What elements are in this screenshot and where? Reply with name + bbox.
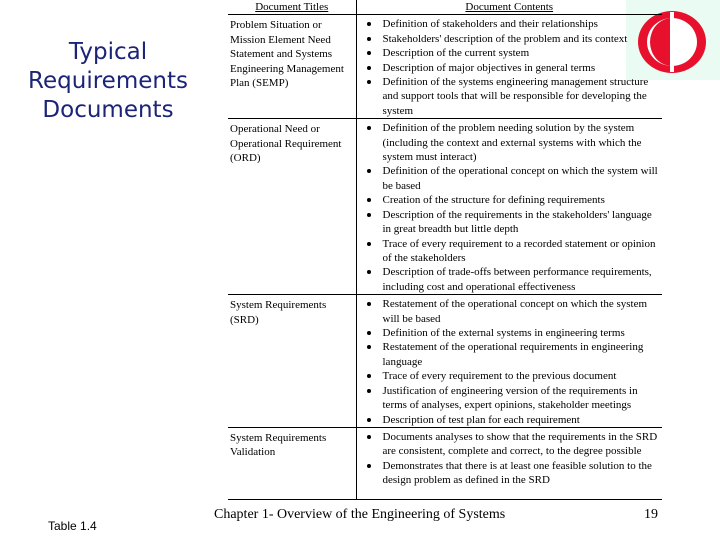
document-title: Problem Situation or Mission Element Need Statement and Systems Engineering Management Plan (SEMP) <box>228 15 356 119</box>
list-item: Restatement of the operational concept on which the system will be based <box>361 297 663 326</box>
list-item: Description of test plan for each requirement <box>361 413 663 427</box>
table-row <box>228 295 662 428</box>
list-item: Definition of the operational concept on which the system will be based <box>361 164 663 193</box>
column-header: Document Contents <box>356 0 662 15</box>
title-line: Typical <box>68 39 148 65</box>
list-item: Definition of the external systems in engineering terms <box>361 326 663 340</box>
table-label: Table 1.4 <box>48 519 97 533</box>
footer-text: Chapter 1- Overview of the Engineering of Systems <box>214 507 506 522</box>
column-header: Document Titles <box>228 0 356 15</box>
table-row <box>228 427 662 499</box>
list-item: Justification of engineering version of the requirements in terms of analyses, expert opinions, stakeholder meetings <box>361 384 663 413</box>
list-item: Definition of stakeholders and their relationships <box>361 17 663 31</box>
content-list <box>361 121 663 294</box>
list-item: Stakeholders' description of the problem and its context <box>361 32 663 46</box>
list-item: Description of major objectives in general terms <box>361 61 663 75</box>
list-item: Restatement of the operational requirements in engineering language <box>361 340 663 369</box>
document-title: System Requirements (SRD) <box>228 295 356 428</box>
list-item: Creation of the structure for defining requirements <box>361 193 663 207</box>
list-item: Trace of every requirement to a recorded statement or opinion of the stakeholders <box>361 237 663 266</box>
title-line: Requirements <box>28 68 188 94</box>
content-list <box>361 17 663 118</box>
requirements-documents-table <box>228 0 662 500</box>
content-list <box>361 430 663 488</box>
list-item: Demonstrates that there is at least one feasible solution to the design problem as defined in the SRD <box>361 459 663 488</box>
list-item: Documents analyses to show that the requirements in the SRD are consistent, complete and correct, to the degree possible <box>361 430 663 459</box>
slide-title <box>14 38 202 125</box>
list-item: Description of the current system <box>361 46 663 60</box>
list-item: Description of trade-offs between performance requirements, including cost and operational effectiveness <box>361 265 663 294</box>
page-number: 19 <box>644 507 658 522</box>
table-row <box>228 15 662 119</box>
list-item: Trace of every requirement to the previous document <box>361 369 663 383</box>
content-list <box>361 297 663 427</box>
document-title: Operational Need or Operational Requirement (ORD) <box>228 119 356 295</box>
list-item: Definition of the problem needing solution by the system (including the context and external systems with which the system must interact) <box>361 121 663 164</box>
document-title: System Requirements Validation <box>228 427 356 499</box>
list-item: Definition of the systems engineering management structure and support tools that will be responsible for developing the system <box>361 75 663 118</box>
table-row <box>228 119 662 295</box>
list-item: Description of the requirements in the stakeholders' language in great breadth but little depth <box>361 208 663 237</box>
title-line: Documents <box>42 97 174 123</box>
